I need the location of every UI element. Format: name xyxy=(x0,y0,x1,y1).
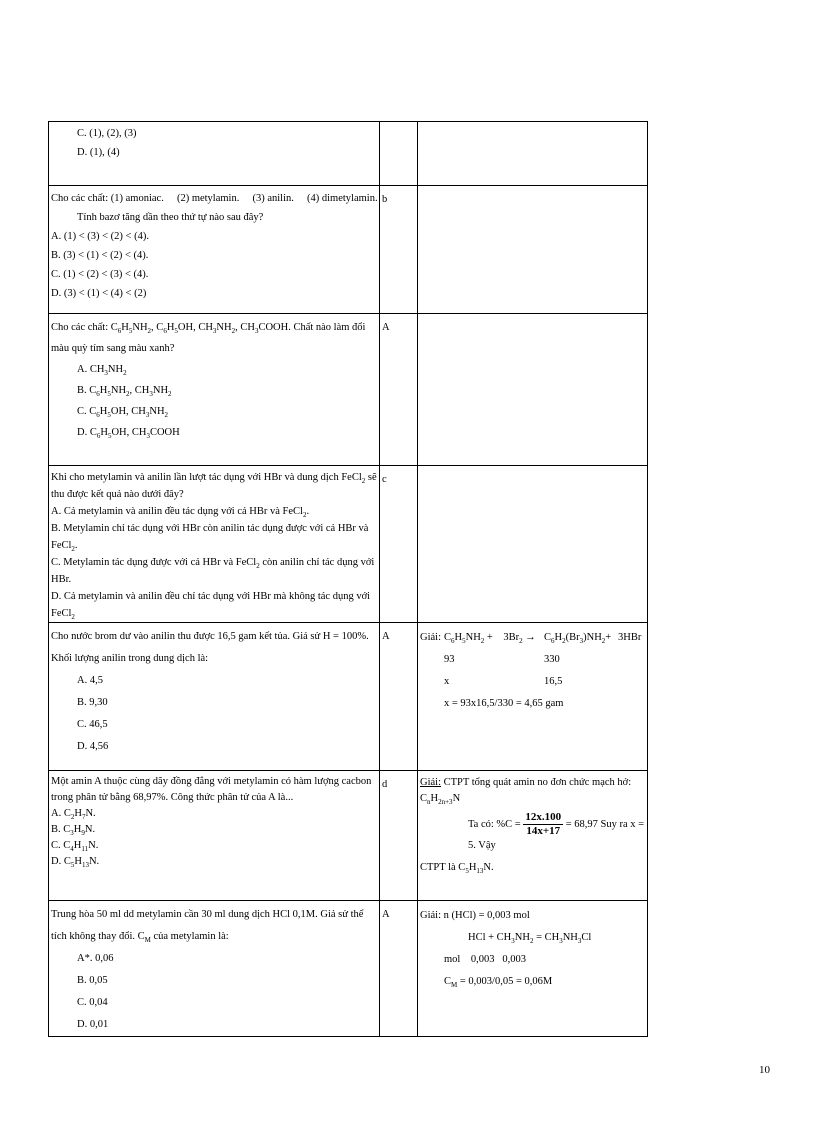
question-cell xyxy=(49,466,380,623)
option-d: D. (3) < (1) < (4) < (2) xyxy=(51,288,147,299)
concentration: $C_M = 0,003/0,05 = 0,06M$ xyxy=(444,976,553,990)
option-d: D. 0,01 xyxy=(77,1019,109,1030)
answer-cell xyxy=(380,466,418,623)
solution-cell xyxy=(418,122,648,186)
fraction: $\frac{12x.100}{14x+17}$ xyxy=(525,811,562,837)
reaction-equation: HCl + $CH_3NH_2 = CH_3NH_3Cl$ xyxy=(468,932,592,946)
table-row xyxy=(49,186,648,314)
option-b: B. $C_6H_5NH_2$, $CH_3NH_2$ xyxy=(77,385,172,399)
option-c: C. (1), (2), (3) xyxy=(77,128,137,139)
question-cell xyxy=(49,122,380,186)
option-a: A. $C_2H_7N$. xyxy=(51,808,96,822)
solution-text: Giải: CTPT tổng quát amin no đơn chức mạch hở: $C_nH_{2n+3}N$ xyxy=(420,777,632,807)
option-b: B. Metylamin chỉ tác dụng với HBr còn anilin tác dụng được với cả HBr và FeCl$_2$. xyxy=(51,523,369,554)
option-a: A. (1) < (3) < (2) < (4). xyxy=(51,231,149,242)
table-row xyxy=(49,314,648,466)
answer-cell xyxy=(380,623,418,771)
option-d: D. (1), (4) xyxy=(77,147,120,158)
answer-key: A xyxy=(382,322,390,333)
option-d: D. 4,56 xyxy=(77,741,109,752)
option-d: D. $C_5H_{13}N$. xyxy=(51,856,100,870)
question-text: Cho nước brom dư vào anilin thu được 16,5 gam kết tủa. Giả sử H = 100%. Khối lượng anilin trong dung dịch là: xyxy=(51,631,369,664)
page-number: 10 xyxy=(759,1064,770,1076)
answer-key: c xyxy=(382,474,387,485)
table-row xyxy=(49,122,648,186)
answer-cell xyxy=(380,771,418,901)
table-row xyxy=(49,901,648,1037)
solution-cell xyxy=(418,466,648,623)
question-cell xyxy=(49,623,380,771)
question-cell xyxy=(49,314,380,466)
solution-cell xyxy=(418,314,648,466)
answer-cell xyxy=(380,186,418,314)
question-cell xyxy=(49,771,380,901)
option-b: B. $C_3H_9N$. xyxy=(51,824,96,838)
solution-cell xyxy=(418,186,648,314)
answer-key: d xyxy=(382,779,388,790)
option-c: C. $C_4H_{11}N$. xyxy=(51,840,99,854)
question-text: Cho các chất: (1) amoniac. (2) metylamin. (3) anilin. (4) dimetylamin. xyxy=(51,193,378,204)
option-d: D. $C_6H_5OH$, $CH_3COOH$ xyxy=(77,427,180,441)
solution-cell xyxy=(418,901,648,1037)
option-a: A*. 0,06 xyxy=(77,953,114,964)
answer-key: b xyxy=(382,194,388,205)
question-cell xyxy=(49,901,380,1037)
table-row xyxy=(49,466,648,623)
answer-cell xyxy=(380,314,418,466)
answer-cell xyxy=(380,122,418,186)
question-text: Khi cho metylamin và anilin lần lượt tác dụng với HBr và dung dịch FeCl$_2$ sẽ thu được kết quả nào dưới đây? xyxy=(51,472,377,500)
solution-cell xyxy=(418,771,648,901)
percent-formula: Ta có: %C = $\frac{12x.100}{14x+17}$ = 68,97 Suy ra x = 5. Vậy xyxy=(468,811,645,851)
solution-text: Giải: n (HCl) = 0,003 mol xyxy=(420,910,530,921)
option-c: C. Metylamin tác dụng được với cả HBr và FeCl$_2$ còn anilin chỉ tác dụng với HBr. xyxy=(51,557,375,585)
question-text: Trung hòa 50 ml dd metylamin cần 30 ml dung dịch HCl 0,1M. Giả sử thể tích không thay đổi. $C_M$ của metylamin là: xyxy=(51,909,364,945)
option-b: B. (3) < (1) < (2) < (4). xyxy=(51,250,149,261)
answer-key: A xyxy=(382,909,390,920)
option-c: C. 0,04 xyxy=(77,997,108,1008)
mol-row: mol 0,003 0,003 xyxy=(444,954,526,965)
molar-mass-row: 93 330 xyxy=(444,654,560,665)
option-b: B. 0,05 xyxy=(77,975,108,986)
solution-cell xyxy=(418,623,648,771)
option-a: A. Cả metylamin và anilin đều tác dụng với cả HBr và FeCl$_2$. xyxy=(51,506,310,520)
question-text: Cho các chất: $C_6H_5NH_2$, $C_6H_5OH$, $CH_3NH_2$, $CH_3COOH$. Chất nào làm đổi màu quỳ tím sang màu xanh? xyxy=(51,322,366,354)
answer-cell xyxy=(380,901,418,1037)
option-a: A. $CH_3NH_2$ xyxy=(77,364,127,378)
question-cell xyxy=(49,186,380,314)
result-formula: CTPT là $C_5H_{13}N$. xyxy=(420,862,494,876)
mass-row: x 16,5 xyxy=(444,676,563,687)
option-c: C. 46,5 xyxy=(77,719,108,730)
table-row xyxy=(49,771,648,901)
option-c: C. (1) < (2) < (3) < (4). xyxy=(51,269,149,280)
question-text: Một amin A thuộc cùng dãy đồng đẳng với metylamin có hàm lượng cacbon trong phân tử bằng 68,97%. Công thức phân tử của A là... xyxy=(51,776,372,803)
reaction-equation: Giải: $C_6H_5NH_2$ + $3Br_2$ → $C_6H_2(Br_3)NH_2+$ 3HBr xyxy=(420,632,642,646)
question-text: Tính bazơ tăng dần theo thứ tự nào sau đây? xyxy=(77,212,264,223)
table-row xyxy=(49,623,648,771)
answer-key: A xyxy=(382,631,390,642)
option-b: B. 9,30 xyxy=(77,697,108,708)
option-d: D. Cả metylamin và anilin đều chỉ tác dụng với HBr mà không tác dụng với FeCl$_2$ xyxy=(51,591,371,622)
calculation: x = 93x16,5/330 = 4,65 gam xyxy=(444,698,564,709)
question-table xyxy=(48,121,648,1037)
option-c: C. $C_6H_5OH$, $CH_3NH_2$ xyxy=(77,406,169,420)
option-a: A. 4,5 xyxy=(77,675,103,686)
